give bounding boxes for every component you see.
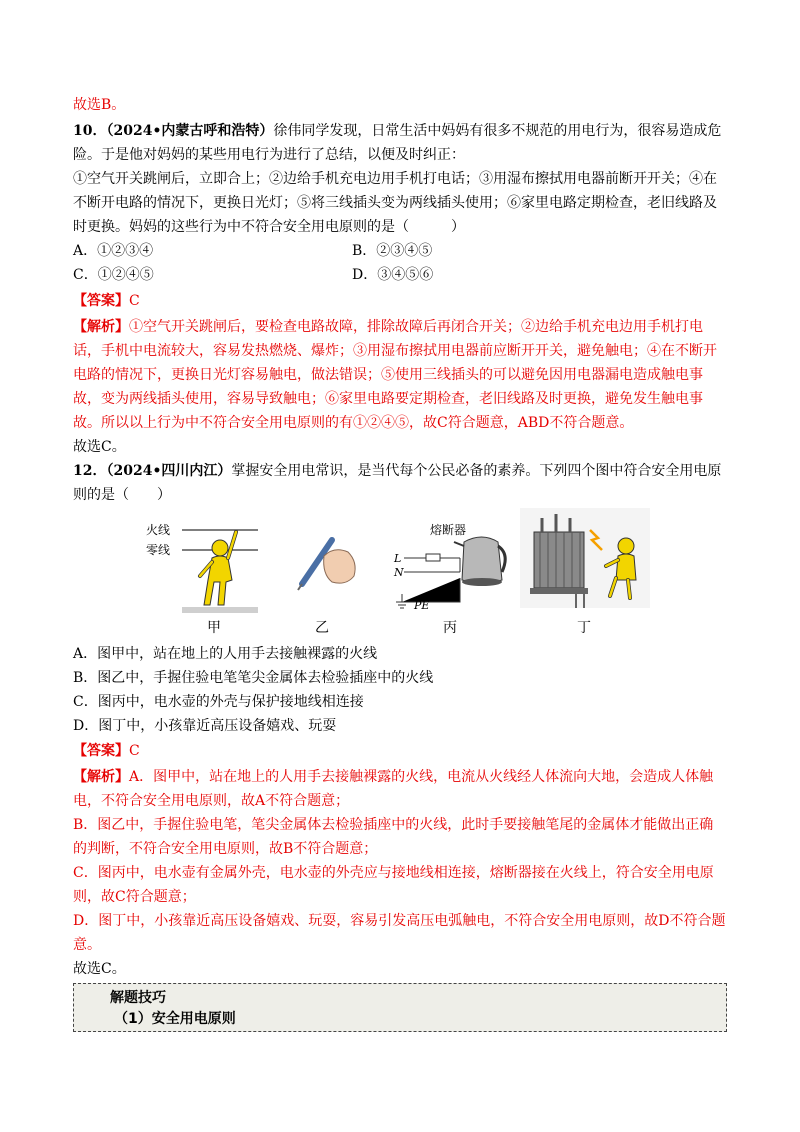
caption-yi: 乙: [315, 620, 329, 636]
prev-conclusion: 故选B。: [73, 97, 126, 113]
q10-answer-tag: 【答案】: [73, 293, 129, 309]
q12-analysis-tag: 【解析】: [73, 769, 129, 785]
q10-stem-line-4: 不断开电路的情况下，更换日光灯；⑤将三线插头变为两线插头使用；⑥家里电路定期检查，老旧线路及: [73, 195, 717, 211]
q12-option-c: C．图丙中，电水壶的外壳与保护接地线相连接: [73, 694, 364, 710]
q12-analysis-line-4: 的判断，不符合安全用电原则，故B不符合题意；: [73, 841, 378, 857]
q10-answer: C: [129, 293, 140, 309]
caption-jia: 甲: [207, 620, 221, 636]
q10-stem-line-2: 险。于是他对妈妈的某些用电行为进行了总结，以便及时纠正：: [73, 147, 465, 163]
fuse-label: 熔断器: [430, 523, 467, 537]
q12-source: （2024•四川内江）: [106, 463, 232, 479]
neutral-wire-label: 零线: [146, 543, 171, 557]
q10-source: （2024•内蒙古呼和浩特）: [106, 123, 274, 139]
caption-ding: 丁: [577, 620, 591, 636]
PE-label: PE: [414, 599, 430, 610]
q12-analysis-line-6: 则，故C符合题意；: [73, 889, 196, 905]
q10-analysis-tag: 【解析】: [73, 319, 129, 335]
q12-analysis-line-7: D．图丁中，小孩靠近高压设备嬉戏、玩耍，容易引发高压电弧触电，不符合安全用电原则，故D不符合题: [73, 913, 726, 929]
q10-analysis-line-4: 故，变为两线插头使用，容易导致触电；⑥家里电路要定期检查，老旧线路及时更换，避免发生触电事: [73, 391, 703, 407]
L-label: L: [394, 552, 402, 565]
ground-slab: [182, 607, 258, 613]
tips-title: 解题技巧: [110, 990, 166, 1006]
q12-answer: C: [129, 743, 140, 759]
kettle-icon: [454, 537, 505, 586]
q12-answer-tag: 【答案】: [73, 743, 129, 759]
q12-stem-line-1: [73, 461, 721, 481]
figure-bing: [392, 518, 510, 610]
q10-stem-line-5: 时更换。妈妈的这些行为中不符合安全用电原则的是（ ）: [73, 219, 465, 235]
q12-stem-line-2: 则的是（ ）: [73, 487, 171, 503]
q12-option-d: D．图丁中，小孩靠近高压设备嬉戏、玩耍: [73, 718, 337, 734]
q12-analysis-line-2: 电，不符合安全用电原则，故A不符合题意；: [73, 793, 350, 809]
q12-analysis-line-1: [73, 767, 713, 787]
q10-stem-line-1: [73, 121, 721, 141]
q10-analysis-line-1: [73, 317, 703, 337]
q10-conclusion: 故选C。: [73, 439, 126, 455]
q10-analysis-line-2: 话，手机中电流较大，容易发热燃烧、爆炸；③用湿布擦拭用电器前应断开开关，避免触电；④在不断开: [73, 343, 717, 359]
q12-analysis-line-5: C．图丙中，电水壶有金属外壳，电水壶的外壳应与接地线相连接，熔断器接在火线上，符合安全用电原: [73, 865, 714, 881]
q12-number: 12．: [73, 463, 107, 479]
q10-option-a: A．①②③④: [73, 243, 154, 259]
q10-answer-line: [73, 291, 140, 311]
q12-option-b: B．图乙中，手握住验电笔笔尖金属体去检验插座中的火线: [73, 670, 434, 686]
figure-ding: [520, 508, 650, 608]
q10-option-b: B．②③④⑤: [352, 243, 433, 259]
q10-number: 10．: [73, 123, 107, 139]
q12-analysis-line-8: 意。: [73, 937, 101, 953]
q10-stem-text-1: 徐伟同学发现，日常生活中妈妈有很多不规范的用电行为，很容易造成危: [273, 123, 722, 139]
q12-analysis-line-3: B．图乙中，手握住验电笔，笔尖金属体去检验插座中的火线，此时手要接触笔尾的金属体才能做出正确: [73, 817, 714, 833]
fuse-symbol: [426, 554, 440, 561]
hand-icon: [324, 550, 355, 583]
PE-wire-line: [402, 578, 460, 602]
caption-bing: 丙: [443, 620, 457, 636]
q12-conclusion: 故选C。: [73, 961, 126, 977]
person-shocked-icon: [200, 532, 236, 605]
figure-jia: [140, 510, 260, 615]
q12-analysis-text-1: A．图甲中，站在地上的人用手去接触裸露的火线，电流从火线经人体流向大地，会造成人体触: [129, 769, 714, 785]
figure-yi: [288, 522, 360, 597]
q10-option-c: C．①②④⑤: [73, 267, 154, 283]
q10-stem-line-3: ①空气开关跳闸后，立即合上；②边给手机充电边用手机打电话；③用湿布擦拭用电器前断开开关；④在: [73, 171, 717, 187]
live-wire-label: 火线: [146, 523, 171, 537]
q10-analysis-line-5: 故。所以以上行为中不符合安全用电原则的有①②④⑤，故C符合题意，ABD不符合题意。: [73, 415, 634, 431]
tips-item: （1）安全用电原则: [114, 1011, 236, 1027]
q10-analysis-line-3: 电路的情况下，更换日光灯容易触电，做法错误；⑤使用三线插头的可以避免因用电器漏电造成触电事: [73, 367, 703, 383]
q12-option-a: A．图甲中，站在地上的人用手去接触裸露的火线: [73, 646, 378, 662]
q12-answer-line: [73, 741, 140, 761]
tips-box: [73, 983, 727, 1032]
N-label: N: [394, 566, 404, 579]
q12-stem-text-1: 掌握安全用电常识，是当代每个公民必备的素养。下列四个图中符合安全用电原: [231, 463, 722, 479]
q10-analysis-text-1: ①空气开关跳闸后，要检查电路故障，排除故障后再闭合开关；②边给手机充电边用手机打电: [129, 319, 703, 335]
q10-option-d: D．③④⑤⑥: [352, 267, 434, 283]
